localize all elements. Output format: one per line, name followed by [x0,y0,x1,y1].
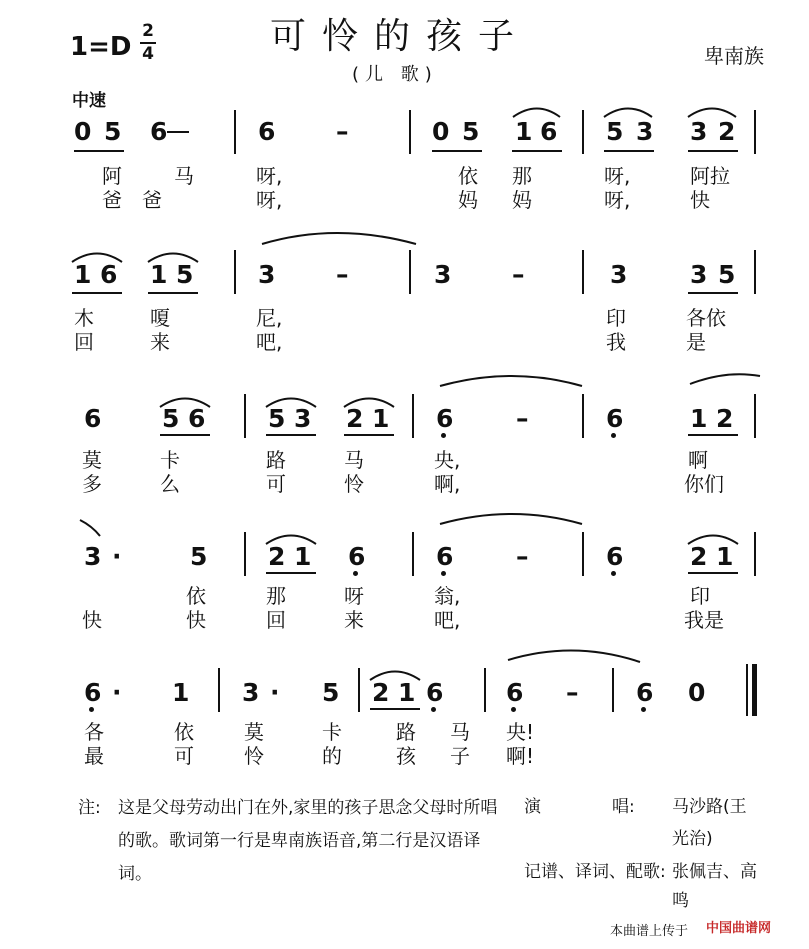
lyric: 孩 [396,744,416,768]
note-label: 注: [78,798,101,818]
lyric: 呀, [256,164,283,188]
note-text: 这是父母劳动出门在外,家里的孩子思念父母时所唱的歌。歌词第一行是卑南族语音,第二行是汉语译词。 [118,798,498,884]
note: 5 [268,404,286,433]
note: 1 [716,542,734,571]
note: 1 [515,117,533,146]
note: 3 [242,678,260,707]
note: 2 [690,542,708,571]
note: – [516,404,529,433]
lyric: 央, [434,448,461,472]
note: 2 [716,404,734,433]
tie [440,376,582,386]
tie [262,233,416,244]
note: 3 [690,117,708,146]
note: 5 [322,678,340,707]
note: 6 [606,542,624,571]
lyric: 的 [322,744,342,768]
tie [80,520,100,536]
note: · [112,678,122,707]
lyric: 依 [174,720,194,744]
recorder-name-cont: 鸣 [672,891,689,911]
lyric: 回 [266,608,286,632]
lyric: 来 [150,330,170,354]
lyric: 爸 [142,188,162,212]
lyric: 呀, [604,164,631,188]
note: 1 [690,404,708,433]
slur [513,109,560,118]
lyric: 依 [458,164,478,188]
lyric: 快 [186,608,206,632]
lyric: 是 [686,330,706,354]
note: · [270,678,280,707]
note: 6 [258,117,276,146]
note: 6 [636,678,654,707]
note: 3 [690,260,708,289]
note: 6 [84,404,102,433]
slur [344,399,394,408]
lyric: 马 [450,720,470,744]
note: 1 [74,260,92,289]
note: 0 [688,678,706,707]
slur [604,109,652,118]
note: 0 [432,117,450,146]
slur [160,399,210,408]
lyric: 怜 [344,472,364,496]
note: – [336,117,349,146]
lyric: 可 [266,472,286,496]
note: – [566,678,579,707]
note: 5 [176,260,194,289]
slur [688,109,736,118]
recorder-name: 张佩吉、高 [672,862,757,882]
note: · [112,542,122,571]
note: 5 [718,260,736,289]
note: 3 [294,404,312,433]
singer-name: 马沙路(王 [672,797,747,817]
lyric: 印 [690,584,710,608]
singer-name-cont: 光治) [672,829,713,849]
note: 6 [606,404,624,433]
lyric: 呀, [256,188,283,212]
lyric: 回 [74,330,94,354]
note: 5 [104,117,122,146]
note: – [516,542,529,571]
lyric: 尼, [256,306,283,330]
note: 6 [348,542,366,571]
note: – [512,260,525,289]
tempo-marking: 中速 [72,91,106,111]
note: 3 [258,260,276,289]
lyric: 么 [160,472,180,496]
note: 1 [150,260,168,289]
note: 1 [172,678,190,707]
lyric: 吧, [434,608,461,632]
note: 1 [398,678,416,707]
tie [508,650,640,662]
lyric: 快 [82,608,102,632]
lyric: 你们 [684,472,724,496]
lyric: 子 [450,744,470,768]
lyric: 妈 [512,188,532,212]
lyric: 卡 [322,720,342,744]
lyric: 可 [174,744,194,768]
lyric: 依 [186,584,206,608]
lyric: 马 [174,164,194,188]
tie [690,374,760,384]
note: 6 [84,678,102,707]
page-subtitle: (儿 歌) [352,64,438,85]
note: 1 [294,542,312,571]
note: 3 [434,260,452,289]
note: 2 [268,542,286,571]
note: 1 [372,404,390,433]
singer-label-b: 唱: [612,797,635,817]
lyric: 路 [396,720,416,744]
lyric: 阿拉 [690,164,730,188]
lyric: 莫 [244,720,264,744]
lyric: 印 [606,306,626,330]
note: 2 [718,117,736,146]
slur [72,254,122,263]
lyric: 翁, [434,584,461,608]
lyric: 我是 [684,608,724,632]
slur [370,672,420,681]
lyric: 各依 [686,306,726,330]
lyric: 快 [690,188,710,212]
slur [688,536,738,545]
lyric: 呀 [344,584,364,608]
lyric: 爸 [102,188,122,212]
lyric: 那 [512,164,532,188]
lyric: 多 [82,472,102,496]
note: 6 [540,117,558,146]
lyric: 那 [266,584,286,608]
note: 3 [610,260,628,289]
lyric: 卡 [160,448,180,472]
lyric: 我 [606,330,626,354]
attribution: 卑南族 [704,44,764,68]
slur [266,536,316,545]
note: 6 [100,260,118,289]
upload-note: 本曲谱上传于 [610,924,689,939]
lyric: 马 [344,448,364,472]
tie [440,514,582,524]
lyric: 最 [84,744,104,768]
lyric: 嗄 [150,306,170,330]
note: – [336,260,349,289]
lyric: 路 [266,448,286,472]
note: 5 [462,117,480,146]
lyric: 来 [344,608,364,632]
singer-label-a: 演 [524,797,541,817]
lyric: 啊! [506,744,535,768]
note: 5 [190,542,208,571]
meter-top: 2 [142,21,154,41]
lyric: 啊 [688,448,708,472]
recorder-label: 记谱、译词、配歌: [524,862,666,882]
note: 6 [436,404,454,433]
note: 6 [506,678,524,707]
lyric: 呀, [604,188,631,212]
site-logo[interactable]: 中国曲谱网 [706,921,772,936]
lyric: 怜 [244,744,264,768]
key-signature: 1=D [70,32,132,62]
note: 3 [84,542,102,571]
lyric: 各 [84,720,104,744]
page-title: 可怜的孩子 [270,16,531,57]
note: 2 [346,404,364,433]
note: 5 [162,404,180,433]
lyric: 莫 [82,448,102,472]
slur [148,254,198,263]
note: 0 [74,117,92,146]
note: 5 [606,117,624,146]
lyric: 央! [506,720,535,744]
lyric: 啊, [434,472,461,496]
lyric: 阿 [102,164,122,188]
note: 6 [188,404,206,433]
note: 6 [436,542,454,571]
slur [266,399,316,408]
meter-bottom: 4 [142,44,154,64]
note: 6 [150,117,168,146]
lyric: 吧, [256,330,283,354]
note: 2 [372,678,390,707]
lyric: 木 [74,306,94,330]
note: 3 [636,117,654,146]
lyric: 妈 [458,188,478,212]
note: 6 [426,678,444,707]
